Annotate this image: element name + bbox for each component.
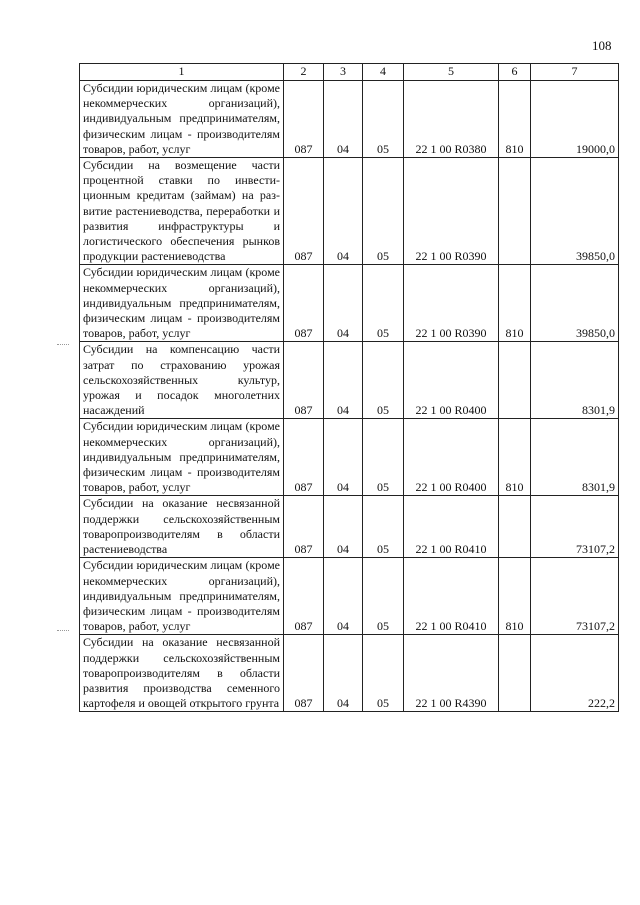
column-header: 3	[324, 64, 363, 81]
row-name-cell: Субсидии на оказание несвязанной поддержки сельскохозяйственным товаропроизводителям в области растениеводства	[80, 496, 284, 558]
row-name-cell: Субсидии юридическим лицам (кроме некоммерческих организаций), индивидуальным предпринимателям, физическим лицам - производителям товаров, работ, услуг	[80, 265, 284, 342]
table-row	[80, 265, 619, 342]
row-name-cell: Субсидии на компенсацию части затрат по страхованию урожая сельскохозяйственных культур, урожая и посадок многолетних насаждений	[80, 342, 284, 419]
row-name-cell: Субсидии юридическим лицам (кроме некоммерческих организаций), индивидуальным предпринимателям, физическим лицам - производителям товаров, работ, услуг	[80, 558, 284, 635]
column-header: 1	[80, 64, 284, 81]
table-row	[80, 158, 619, 265]
row-name-cell: Субсидии юридическим лицам (кроме некоммерческих организаций), индивидуальным предпринимателям, физическим лицам - производителям товаров, работ, услуг	[80, 81, 284, 158]
subsection-cell: 05	[363, 81, 404, 158]
amount-cell: 39850,0	[531, 265, 619, 342]
amount-cell: 73107,2	[531, 496, 619, 558]
target-article-cell: 22 1 00 R0390	[404, 265, 499, 342]
amount-cell: 8301,9	[531, 342, 619, 419]
target-article-cell: 22 1 00 R0410	[404, 558, 499, 635]
page-number: 108	[592, 38, 612, 53]
table-row	[80, 496, 619, 558]
expense-type-cell: 810	[499, 81, 531, 158]
ministry-code-cell: 087	[284, 265, 324, 342]
subsection-cell: 05	[363, 158, 404, 265]
expense-type-cell	[499, 496, 531, 558]
row-name-cell: Субсидии на оказание несвязанной поддержки сельскохозяйственным товаропроизводителям в области развития производства семенного картофеля и овощей открытого грунта	[80, 635, 284, 712]
section-cell: 04	[324, 635, 363, 712]
table-row	[80, 419, 619, 496]
column-header: 7	[531, 64, 619, 81]
row-name-cell: Субсидии на возмещение части процентной ставки по инвестиционным кредитам (займам) на развитие растениеводства, переработки и развития инфраструктуры и логистического обеспечения рынков продукции растениеводства	[80, 158, 284, 265]
table-row	[80, 558, 619, 635]
ministry-code-cell: 087	[284, 635, 324, 712]
section-cell: 04	[324, 265, 363, 342]
target-article-cell: 22 1 00 R0400	[404, 342, 499, 419]
ministry-code-cell: 087	[284, 158, 324, 265]
amount-cell: 39850,0	[531, 158, 619, 265]
subsection-cell: 05	[363, 496, 404, 558]
ministry-code-cell: 087	[284, 81, 324, 158]
amount-cell: 222,2	[531, 635, 619, 712]
table-header-row	[80, 64, 619, 81]
row-name-cell: Субсидии юридическим лицам (кроме некоммерческих организаций), индивидуальным предпринимателям, физическим лицам - производителям товаров, работ, услуг	[80, 419, 284, 496]
subsection-cell: 05	[363, 419, 404, 496]
table-row	[80, 635, 619, 712]
margin-mark	[57, 344, 69, 345]
target-article-cell: 22 1 00 R0380	[404, 81, 499, 158]
expense-type-cell	[499, 342, 531, 419]
table-row	[80, 342, 619, 419]
column-header: 2	[284, 64, 324, 81]
budget-table	[79, 63, 619, 712]
expense-type-cell: 810	[499, 419, 531, 496]
amount-cell: 8301,9	[531, 419, 619, 496]
expense-type-cell	[499, 158, 531, 265]
subsection-cell: 05	[363, 558, 404, 635]
amount-cell: 73107,2	[531, 558, 619, 635]
expense-type-cell: 810	[499, 558, 531, 635]
expense-type-cell: 810	[499, 265, 531, 342]
section-cell: 04	[324, 342, 363, 419]
section-cell: 04	[324, 158, 363, 265]
column-header: 6	[499, 64, 531, 81]
target-article-cell: 22 1 00 R0410	[404, 496, 499, 558]
table-row	[80, 81, 619, 158]
column-header: 4	[363, 64, 404, 81]
ministry-code-cell: 087	[284, 496, 324, 558]
expense-type-cell	[499, 635, 531, 712]
section-cell: 04	[324, 558, 363, 635]
subsection-cell: 05	[363, 265, 404, 342]
amount-cell: 19000,0	[531, 81, 619, 158]
section-cell: 04	[324, 419, 363, 496]
subsection-cell: 05	[363, 342, 404, 419]
target-article-cell: 22 1 00 R4390	[404, 635, 499, 712]
ministry-code-cell: 087	[284, 558, 324, 635]
ministry-code-cell: 087	[284, 342, 324, 419]
section-cell: 04	[324, 81, 363, 158]
margin-mark	[57, 630, 69, 631]
section-cell: 04	[324, 496, 363, 558]
target-article-cell: 22 1 00 R0390	[404, 158, 499, 265]
subsection-cell: 05	[363, 635, 404, 712]
ministry-code-cell: 087	[284, 419, 324, 496]
target-article-cell: 22 1 00 R0400	[404, 419, 499, 496]
column-header: 5	[404, 64, 499, 81]
